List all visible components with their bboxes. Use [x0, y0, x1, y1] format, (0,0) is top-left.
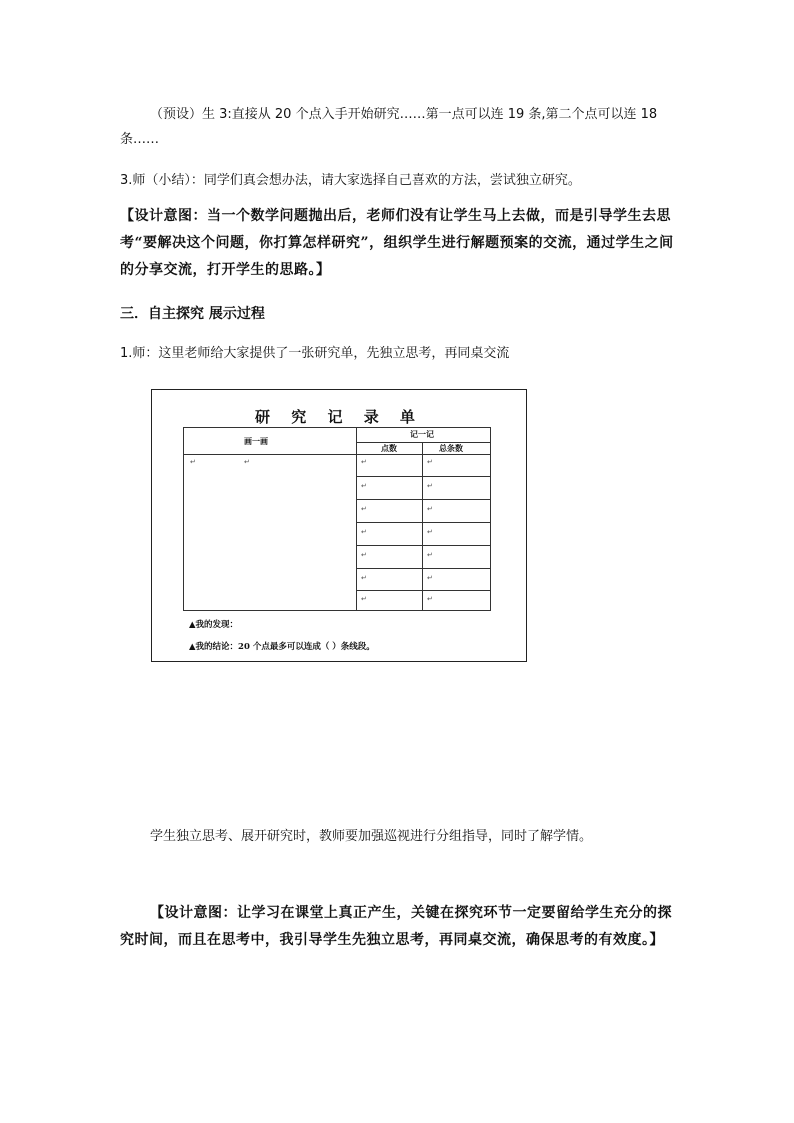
- section-heading: 三．自主探究 展示过程: [120, 306, 265, 322]
- draw-header: 画一画: [244, 436, 268, 446]
- worksheet-grid: 画一画 记一记 点数 总条数 ↵ ↵ ↵ ↵ ↵ ↵ ↵ ↵ ↵ ↵ ↵ ↵ ↵ ↵ ↵ ↵: [183, 427, 491, 611]
- my-conclusion: ▲我的结论：20 个点最多可以连成（ ）条线段。: [189, 642, 375, 652]
- design-intent-1: 【设计意图：当一个数学问题抛出后，老师们没有让学生马上去做，而是引导学生去思考“要解决这个问题，你打算怎样研究”，组织学生进行解题预案的交流，通过学生之间的分享交流，打开学生的思路。】: [120, 208, 674, 278]
- paragraph-summary: 3.师（小结）：同学们真会想办法，请大家选择自己喜欢的方法，尝试独立研究。: [120, 173, 581, 188]
- col-total-header: 总条数: [439, 443, 463, 453]
- paragraph-preset: （预设）生 3:直接从 20 个点入手开始研究……第一点可以连 19 条,第二个点可以连 18 条……: [120, 107, 658, 147]
- paragraph-teacher: 1.师：这里老师给大家提供了一张研究单，先独立思考，再同桌交流: [120, 346, 510, 361]
- record-header: 记一记: [410, 429, 434, 439]
- my-discovery: ▲我的发现：: [189, 620, 239, 630]
- design-intent-2: 【设计意图：让学习在课堂上真正产生，关键在探究环节一定要留给学生充分的探究时间，而且在思考中，我引导学生先独立思考，再同桌交流，确保思考的有效度。】: [120, 905, 672, 948]
- research-worksheet-image: [151, 389, 527, 662]
- worksheet-title: 研 究 记 录 单: [255, 408, 423, 426]
- col-points-header: 点数: [381, 443, 397, 453]
- paragraph-student-work: 学生独立思考、展开研究时，教师要加强巡视进行分组指导，同时了解学情。: [150, 829, 593, 844]
